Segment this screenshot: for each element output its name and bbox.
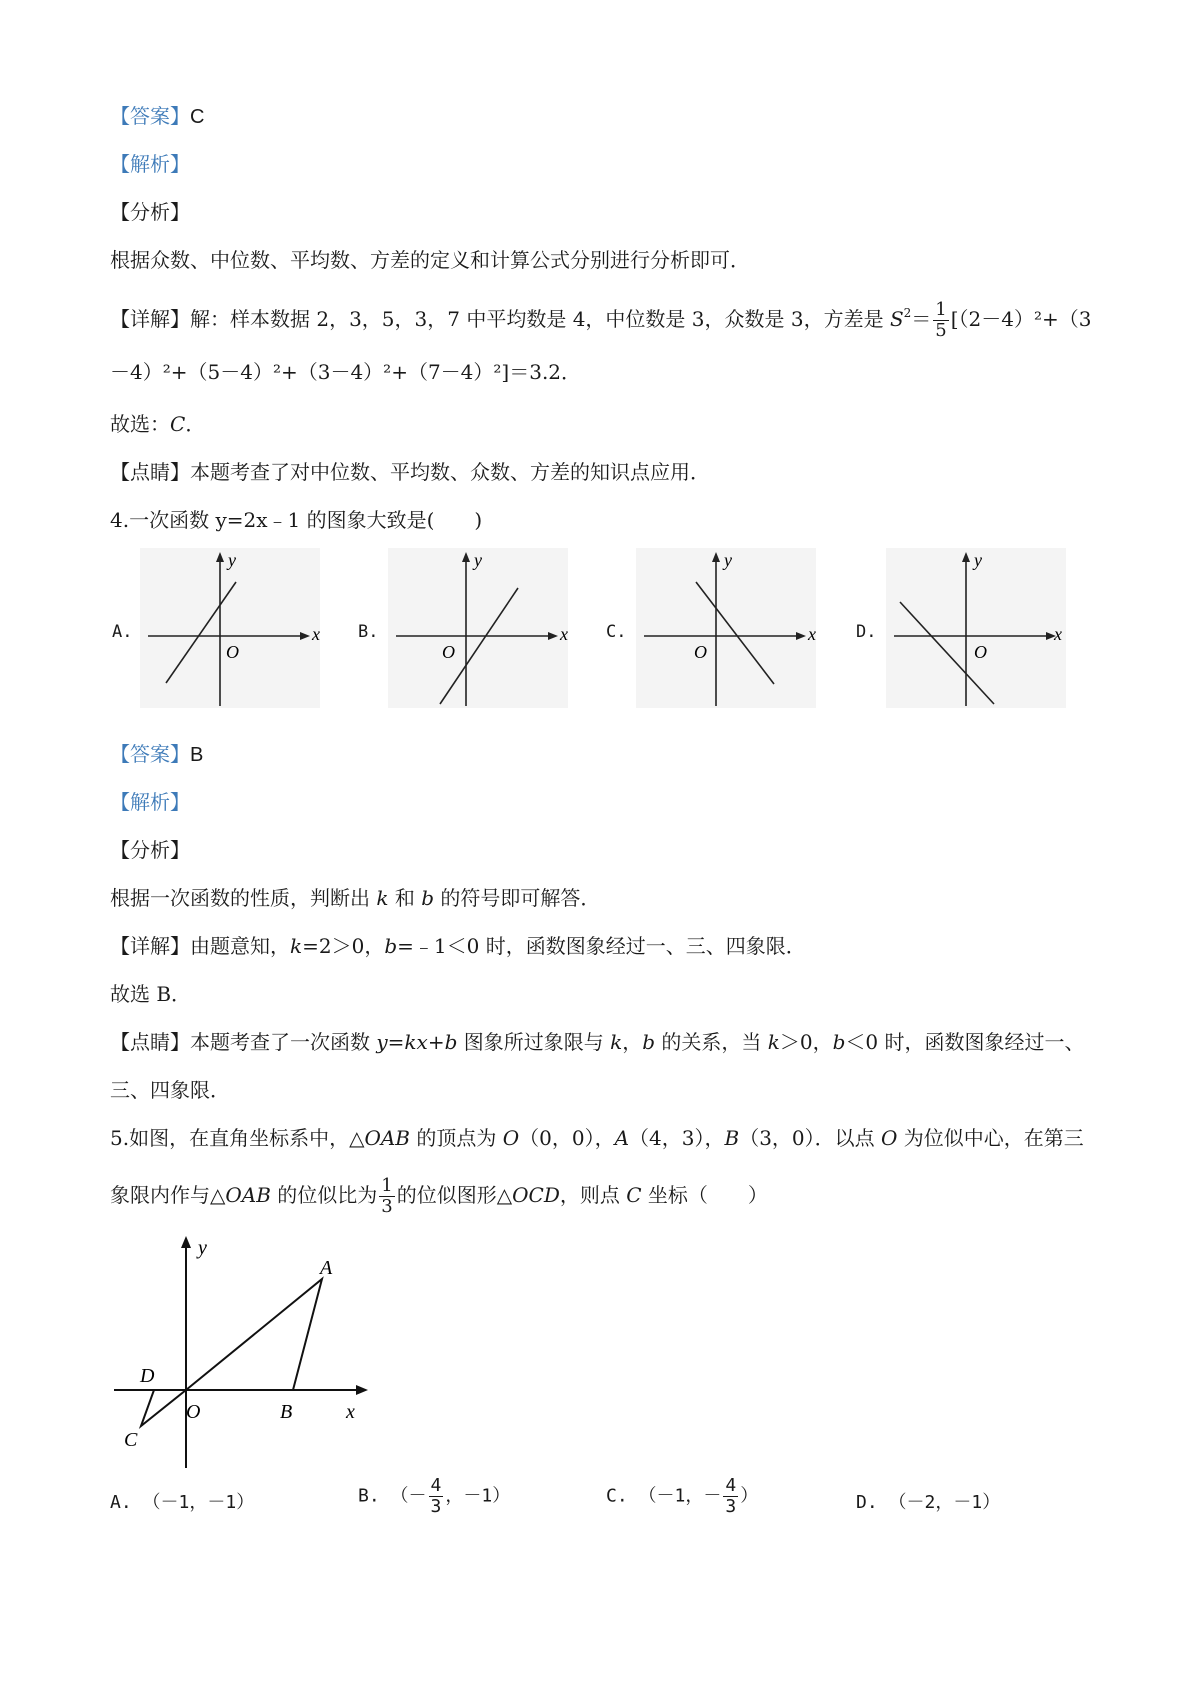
- graph-background: [636, 548, 816, 708]
- point-text-f: ＜0 时，函数图象经过一、: [845, 1030, 1085, 1054]
- point-text-c: ，: [622, 1030, 643, 1054]
- origin-label: O: [694, 642, 707, 662]
- fenxi-text-b: 和: [388, 886, 422, 910]
- q3-analysis-tag: 【解析】: [110, 152, 190, 176]
- choose-value: C: [170, 412, 186, 436]
- var-k: k: [290, 934, 303, 958]
- option-d-graph: [886, 548, 1066, 708]
- choice-label: C.: [606, 1485, 628, 1507]
- var-k: k: [376, 886, 389, 910]
- detail-text-b: =2＞0，: [302, 934, 385, 958]
- q3-detail-line: [110, 300, 1092, 341]
- choice-text-post: ，－1）: [445, 1485, 511, 1507]
- point-a: A: [614, 1126, 630, 1150]
- fraction-denominator: 3: [430, 1496, 442, 1517]
- option-b-label: B.: [358, 622, 379, 642]
- choice-text: （－1，－1）: [142, 1492, 255, 1513]
- detail-tag: 【详解】: [110, 307, 190, 331]
- fenxi-text-c: 的符号即可解答．: [434, 886, 601, 910]
- stem-text-a: 5.如图，在直角坐标系中，△: [110, 1126, 365, 1150]
- stem-text-h: 的位似比为: [270, 1183, 378, 1207]
- stem-text-g: 象限内作与△: [110, 1183, 226, 1207]
- triangle-ocd: OCD: [512, 1183, 560, 1207]
- stem-text-j: ，则点: [559, 1183, 627, 1207]
- b-label: B: [280, 1401, 293, 1423]
- answer-value: C: [190, 106, 205, 128]
- option-d-label: D.: [856, 622, 877, 642]
- x-label: x: [346, 1401, 355, 1423]
- point-text-a: 本题考查了一次函数: [190, 1030, 377, 1054]
- triangle-ocd-shape: [141, 1390, 186, 1426]
- c-label: C: [124, 1429, 138, 1451]
- option-c-label: C.: [606, 622, 627, 642]
- answer-tag: 【答案】: [110, 104, 190, 128]
- point-text: 本题考查了对中位数、平均数、众数、方差的知识点应用．: [190, 460, 710, 484]
- option-c-graph: [636, 548, 816, 708]
- fraction-numerator: 4: [430, 1475, 442, 1496]
- d-label: D: [140, 1365, 155, 1387]
- option-a-label: A.: [112, 622, 133, 642]
- q3-fenxi-text: 根据众数、中位数、平均数、方差的定义和计算公式分别进行分析即可．: [110, 248, 750, 272]
- a-label: A: [320, 1257, 333, 1279]
- y-label: y: [198, 1237, 207, 1259]
- triangle-oab: OAB: [225, 1183, 271, 1207]
- var-k: k: [767, 1030, 780, 1054]
- choose-prefix: 故选：: [110, 412, 170, 436]
- fraction-denominator: 3: [725, 1496, 737, 1517]
- choice-text-post: ）: [740, 1485, 759, 1507]
- choice-fraction: [723, 1476, 738, 1517]
- q5-figure: [108, 1232, 408, 1472]
- variance-symbol: S: [889, 307, 904, 331]
- equals-sign: ＝: [911, 307, 932, 331]
- point-text-b: 图象所过象限与: [457, 1030, 611, 1054]
- fraction-denominator: 5: [935, 320, 947, 341]
- y-axis-arrow: [181, 1236, 191, 1248]
- choice-label: D.: [856, 1492, 878, 1513]
- fraction-one-third: [379, 1176, 394, 1217]
- var-b: b: [642, 1030, 656, 1054]
- q4-stem: 4.一次函数 y=2x﹣1 的图象大致是( ): [110, 508, 483, 532]
- origin-label: O: [974, 642, 987, 662]
- q4-fenxi-text: [110, 884, 600, 912]
- fraction-one-fifth: [933, 300, 948, 341]
- stem-text-b: 的顶点为: [410, 1126, 503, 1150]
- var-b: b: [832, 1030, 846, 1054]
- point-o: O: [502, 1126, 520, 1150]
- origin-label: O: [226, 642, 239, 662]
- x-label: x: [808, 624, 816, 644]
- point-tag: 【点睛】: [110, 1030, 190, 1054]
- choice-text-pre: （－: [390, 1485, 427, 1507]
- q5-stem-line-1: [110, 1124, 1084, 1152]
- q4-detail-line: [110, 932, 806, 960]
- point-b: B: [724, 1126, 740, 1150]
- q4-analysis-tag: 【解析】: [110, 790, 190, 814]
- fraction-numerator: 4: [725, 1475, 737, 1496]
- var-b: b: [421, 886, 435, 910]
- x-label: x: [560, 624, 568, 644]
- y-label: y: [474, 550, 482, 570]
- answer-tag: 【答案】: [110, 742, 190, 766]
- point-text-d: 的关系，当: [655, 1030, 768, 1054]
- point-formula: y=kx+b: [376, 1030, 458, 1054]
- point-tag: 【点睛】: [110, 460, 190, 484]
- stem-text-e: （3，0）．以点: [739, 1126, 882, 1150]
- point-o: O: [881, 1126, 898, 1150]
- x-label: x: [1054, 624, 1062, 644]
- y-label: y: [724, 550, 732, 570]
- q4-answer-line: [110, 740, 203, 769]
- q5-choice-d: [856, 1488, 1000, 1514]
- stem-text-k: 坐标（ ）: [641, 1183, 768, 1207]
- detail-text-a: 由题意知，: [190, 934, 290, 958]
- answer-value: B: [190, 744, 204, 766]
- detail-tag: 【详解】: [110, 934, 190, 958]
- var-b: b: [384, 934, 398, 958]
- graph-background: [388, 548, 568, 708]
- triangle-oab-shape: [186, 1279, 322, 1390]
- q4-choose-line: 故选 B．: [110, 982, 192, 1006]
- stem-text-i: 的位似图形△: [396, 1183, 513, 1207]
- q5-choice-a: [110, 1488, 254, 1514]
- variance-exponent: 2: [903, 306, 912, 320]
- q4-fenxi-tag: 【分析】: [110, 838, 190, 862]
- triangle-oab: OAB: [364, 1126, 411, 1150]
- stem-text-f: 为位似中心，在第三: [897, 1126, 1084, 1150]
- choice-text: （－2，－1）: [888, 1492, 1001, 1513]
- q5-stem-line-2: [110, 1176, 768, 1217]
- q3-point-line: [110, 458, 710, 486]
- stem-text-c: （0，0），: [519, 1126, 615, 1150]
- y-label: y: [974, 550, 982, 570]
- q3-formula-continued: －4）²+（5－4）²+（3－4）²+（7－4）²]＝3.2．: [110, 360, 582, 384]
- o-label: O: [186, 1401, 201, 1423]
- q4-point-line-2: 三、四象限．: [110, 1078, 230, 1102]
- choose-suffix: ．: [185, 412, 206, 436]
- fraction-numerator: 1: [381, 1175, 393, 1196]
- choice-text-pre: （－1，－: [638, 1485, 722, 1507]
- q5-choice-b: [358, 1476, 510, 1517]
- q5-choice-c: [606, 1476, 758, 1517]
- q3-choose-line: [110, 410, 205, 438]
- q4-point-line: [110, 1028, 1085, 1056]
- choice-label: B.: [358, 1485, 380, 1507]
- variance-formula-start: [（2－4）²+（3: [950, 307, 1092, 331]
- q3-fenxi-tag: 【分析】: [110, 200, 190, 224]
- y-label: y: [228, 550, 236, 570]
- choice-fraction: [429, 1476, 444, 1517]
- detail-text: 解：样本数据 2，3，5，3，7 中平均数是 4，中位数是 3，众数是 3，方差是: [190, 307, 890, 331]
- point-c: C: [626, 1183, 642, 1207]
- x-axis-arrow: [356, 1385, 368, 1395]
- fraction-numerator: 1: [935, 299, 947, 320]
- option-a-graph: [140, 548, 320, 708]
- stem-text-d: （4，3），: [629, 1126, 725, 1150]
- fraction-denominator: 3: [381, 1196, 393, 1217]
- choice-label: A.: [110, 1492, 132, 1513]
- point-text-e: ＞0，: [779, 1030, 833, 1054]
- detail-text-c: =﹣1＜0 时，函数图象经过一、三、四象限．: [397, 934, 806, 958]
- option-b-graph: [388, 548, 568, 708]
- fenxi-text-a: 根据一次函数的性质，判断出: [110, 886, 377, 910]
- origin-label: O: [442, 642, 455, 662]
- q3-answer-line: [110, 102, 204, 131]
- var-k: k: [610, 1030, 623, 1054]
- graph-background: [140, 548, 320, 708]
- x-label: x: [312, 624, 320, 644]
